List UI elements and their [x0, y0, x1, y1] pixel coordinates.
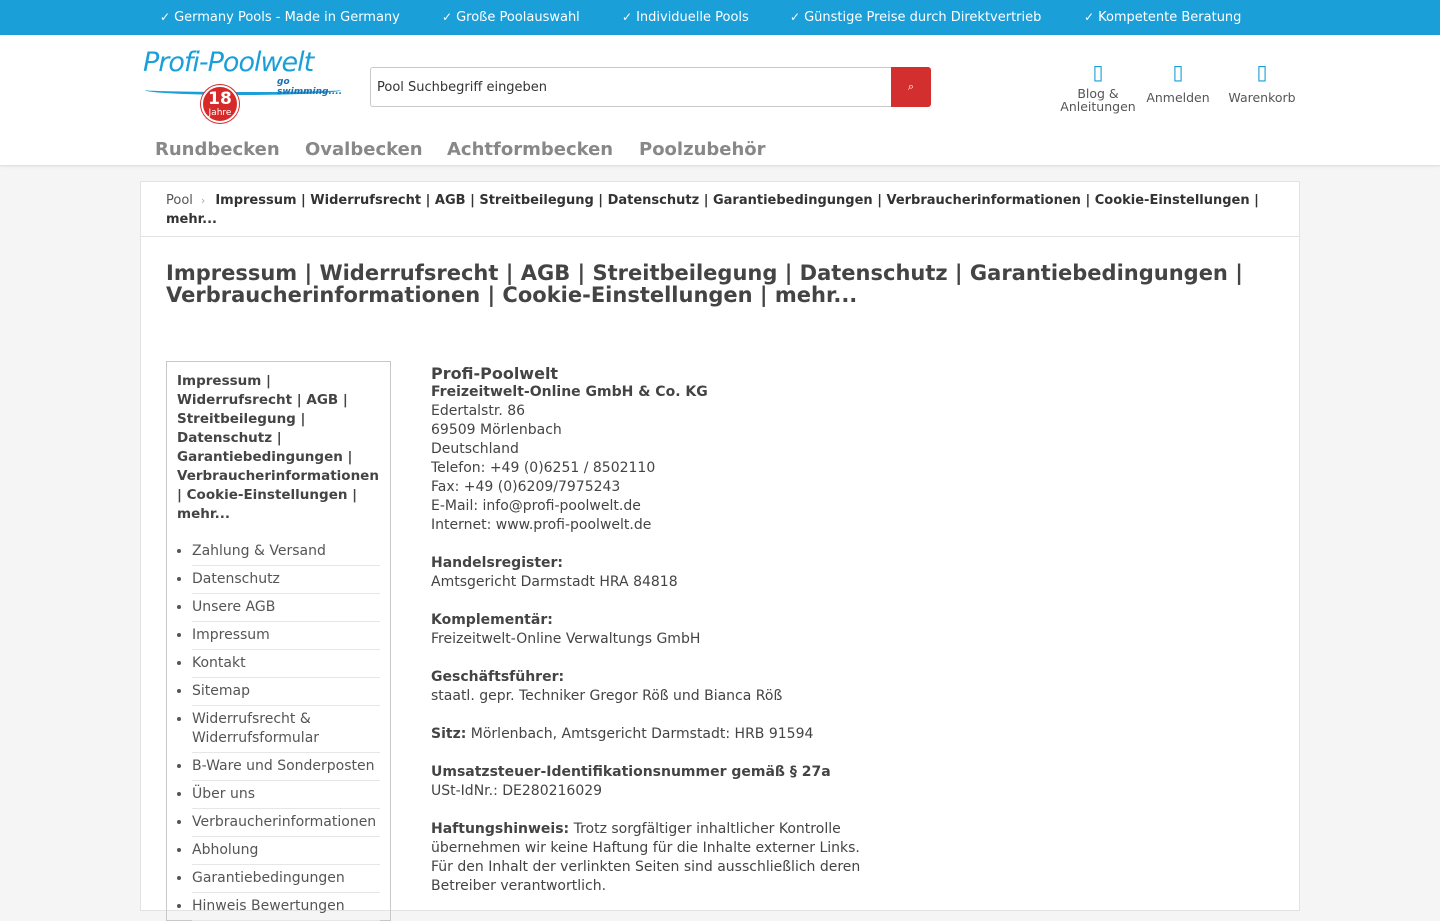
- sidebar-list: [177, 538, 380, 921]
- nav-item-ovalbecken[interactable]: Ovalbecken: [305, 139, 423, 160]
- usp-item: ✓ Kompetente Beratung: [1084, 10, 1242, 25]
- badge-label: Jahre: [208, 108, 232, 118]
- site-header: [0, 35, 1440, 166]
- check-icon: ✓: [622, 10, 633, 24]
- book-icon: ▯: [1092, 60, 1104, 84]
- cart-link[interactable]: [1226, 60, 1298, 105]
- usp-item: ✓ Günstige Preise durch Direktvertrieb: [790, 10, 1042, 25]
- register-value: Amtsgericht Darmstadt HRA 84818: [431, 574, 678, 590]
- sidebar-item-widerrufsrecht[interactable]: • Widerrufsrecht & Widerrufsformular: [192, 706, 380, 753]
- anniversary-badge: [201, 85, 239, 123]
- address-street: Edertalstr. 86: [431, 403, 526, 419]
- usp-item: ✓ Große Poolauswahl: [442, 10, 580, 25]
- liability-paragraph: [431, 820, 871, 896]
- cart-icon: ▯: [1256, 60, 1268, 84]
- breadcrumb-home[interactable]: Pool: [166, 193, 193, 208]
- check-icon: ✓: [790, 10, 801, 24]
- address-city: 69509 Mörlenbach: [431, 422, 562, 438]
- badge-number: 18: [208, 89, 232, 109]
- usp-item: ✓ Germany Pools - Made in Germany: [160, 10, 400, 25]
- logo-tagline: go swimming....: [277, 77, 343, 97]
- search-input[interactable]: [370, 67, 892, 107]
- liability-value: Trotz sorgfältiger inhaltlicher Kontrolle übernehmen wir keine Haftung für die Inhalte externer Links. Für den Inhalt der verlinkten Seiten sind ausschließlich deren Betreiber verantwortlich.: [431, 821, 861, 894]
- vat-value: USt-IdNr.: DE280216029: [431, 783, 603, 799]
- partner-label: Komplementär:: [431, 612, 553, 628]
- breadcrumb-current[interactable]: Impressum | Widerrufsrecht | AGB | Streitbeilegung | Datenschutz | Garantiebedingungen | Verbraucherinformationen | Cookie-Einstellungen | mehr...: [166, 193, 1259, 227]
- breadcrumb: [141, 182, 1299, 237]
- check-icon: ✓: [160, 10, 171, 24]
- content-panel: [140, 181, 1300, 914]
- sidebar-item-kontakt[interactable]: • Kontakt: [192, 650, 380, 678]
- seat-line: [431, 725, 871, 744]
- phone-number: Telefon: +49 (0)6251 / 8502110: [431, 460, 656, 476]
- blog-label-line1: Blog &: [1077, 86, 1119, 101]
- sidebar-title: Impressum | Widerrufsrecht | AGB | Streitbeilegung | Datenschutz | Garantiebedingungen | Verbraucherinformationen | Cookie-Einstellungen | mehr...: [177, 373, 379, 522]
- usp-item: ✓ Individuelle Pools: [622, 10, 749, 25]
- legal-name: Freizeitwelt-Online GmbH & Co. KG: [431, 384, 708, 400]
- cart-label: Warenkorb: [1228, 90, 1296, 105]
- company-name: Profi-Poolwelt: [431, 364, 559, 383]
- sidebar-item-sitemap[interactable]: • Sitemap: [192, 678, 380, 706]
- seat-value: Mörlenbach, Amtsgericht Darmstadt: HRB 91594: [466, 726, 814, 742]
- search-form: [370, 67, 931, 107]
- sidebar-item-hinweis-bewertungen[interactable]: • Hinweis Bewertungen: [192, 893, 380, 921]
- nav-item-rundbecken[interactable]: Rundbecken: [155, 139, 280, 160]
- sidebar-menu: [166, 361, 391, 921]
- chevron-right-icon: ›: [200, 194, 206, 207]
- blog-link[interactable]: [1058, 61, 1138, 113]
- ceo-value: staatl. gepr. Techniker Gregor Röß und Bianca Röß: [431, 688, 783, 704]
- search-icon: ⌕: [907, 80, 915, 93]
- impressum-text: [431, 364, 871, 896]
- fax-number: Fax: +49 (0)6209/7975243: [431, 479, 621, 495]
- sidebar-item-verbraucherinformationen[interactable]: • Verbraucherinformationen: [192, 809, 380, 837]
- check-icon: ✓: [1084, 10, 1095, 24]
- ceo-label: Geschäftsführer:: [431, 669, 565, 685]
- login-label: Anmelden: [1146, 90, 1210, 105]
- website-address[interactable]: Internet: www.profi-poolwelt.de: [431, 517, 652, 533]
- partner-value: Freizeitwelt-Online Verwaltungs GmbH: [431, 631, 701, 647]
- site-logo[interactable]: [143, 47, 343, 118]
- nav-item-poolzubehoer[interactable]: Poolzubehör: [639, 139, 766, 160]
- email-address[interactable]: E-Mail: info@profi-poolwelt.de: [431, 498, 641, 514]
- check-icon: ✓: [442, 10, 453, 24]
- address-country: Deutschland: [431, 441, 519, 457]
- sidebar-item-ueber-uns[interactable]: • Über uns: [192, 781, 380, 809]
- logo-wordmark: Profi-Poolwelt: [143, 47, 314, 78]
- sidebar-item-abholung[interactable]: • Abholung: [192, 837, 380, 865]
- sidebar-item-datenschutz[interactable]: • Datenschutz: [192, 566, 380, 594]
- sidebar-item-b-ware[interactable]: • B-Ware und Sonderposten: [192, 753, 380, 781]
- vat-label: Umsatzsteuer-Identifikationsnummer gemäß § 27a: [431, 764, 831, 780]
- usp-bar: [0, 0, 1440, 35]
- page-title: Impressum | Widerrufsrecht | AGB | Streitbeilegung | Datenschutz | Garantiebedingungen | Verbraucherinformationen | Cookie-Einstellungen | mehr...: [166, 261, 1243, 307]
- sidebar-item-impressum[interactable]: • Impressum: [192, 622, 380, 650]
- sidebar-item-agb[interactable]: • Unsere AGB: [192, 594, 380, 622]
- search-button[interactable]: [891, 67, 931, 107]
- login-link[interactable]: [1144, 60, 1212, 105]
- nav-item-achtformbecken[interactable]: Achtformbecken: [447, 139, 614, 160]
- liability-label: Haftungshinweis:: [431, 821, 570, 837]
- blog-label-line2: Anleitungen: [1060, 99, 1136, 114]
- register-label: Handelsregister:: [431, 555, 564, 571]
- seat-label: Sitz:: [431, 726, 467, 742]
- sidebar-item-zahlung-versand[interactable]: • Zahlung & Versand: [192, 538, 380, 566]
- user-icon: ▯: [1172, 60, 1184, 84]
- sidebar-item-garantiebedingungen[interactable]: • Garantiebedingungen: [192, 865, 380, 893]
